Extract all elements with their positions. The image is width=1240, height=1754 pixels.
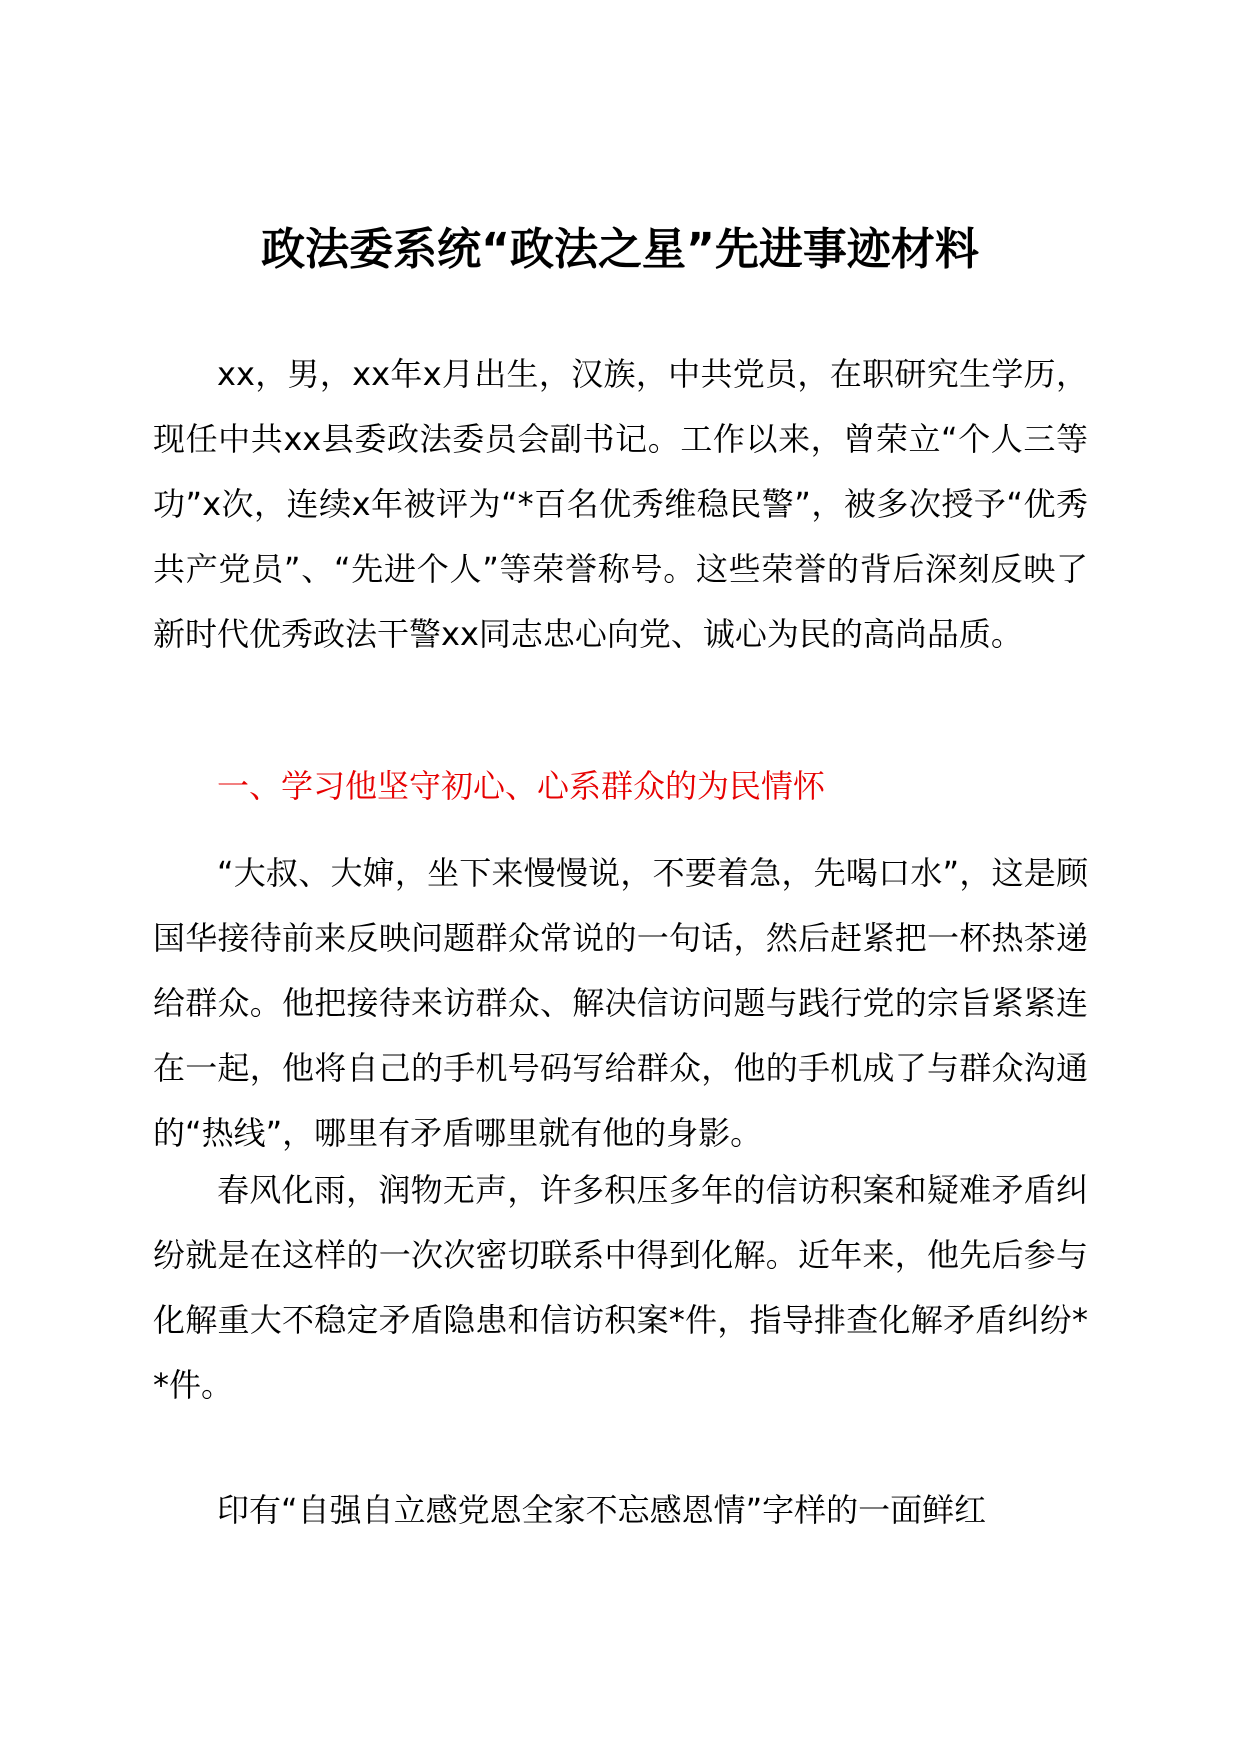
body-paragraph: 春风化雨，润物无声，许多积压多年的信访积案和疑难矛盾纠纷就是在这样的一次次密切联系中得到化解。近年来，他先后参与化解重大不稳定矛盾隐患和信访积案*件，指导排查化解矛盾纠纷**件。 [153, 1171, 1088, 1404]
document-title: 政法委系统“政法之星”先进事迹材料 [261, 224, 979, 275]
body-paragraph: “大叔、大婶，坐下来慢慢说，不要着急，先喝口水”，这是顾国华接待前来反映问题群众常说的一句话，然后赶紧把一杯热茶递给群众。他把接待来访群众、解决信访问题与践行党的宗旨紧紧连在一起，他将自己的手机号码写给群众，他的手机成了与群众沟通的“热线”，哪里有矛盾哪里就有他的身影。 [153, 854, 1088, 1152]
intro-paragraph: xx，男，xx年x月出生，汉族，中共党员，在职研究生学历，现任中共xx县委政法委员会副书记。工作以来，曾荣立“个人三等功”x次，连续x年被评为“*百名优秀维稳民警”，被多次授予“优秀共产党员”、“先进个人”等荣誉称号。这些荣誉的背后深刻反映了新时代优秀政法干警xx同志忠心向党、诚心为民的高尚品质。 [153, 355, 1088, 653]
body-paragraph: 印有“自强自立感党恩全家不忘感恩情”字样的一面鲜红 [217, 1491, 987, 1529]
section-heading: 一、学习他坚守初心、心系群众的为民情怀 [217, 767, 826, 805]
